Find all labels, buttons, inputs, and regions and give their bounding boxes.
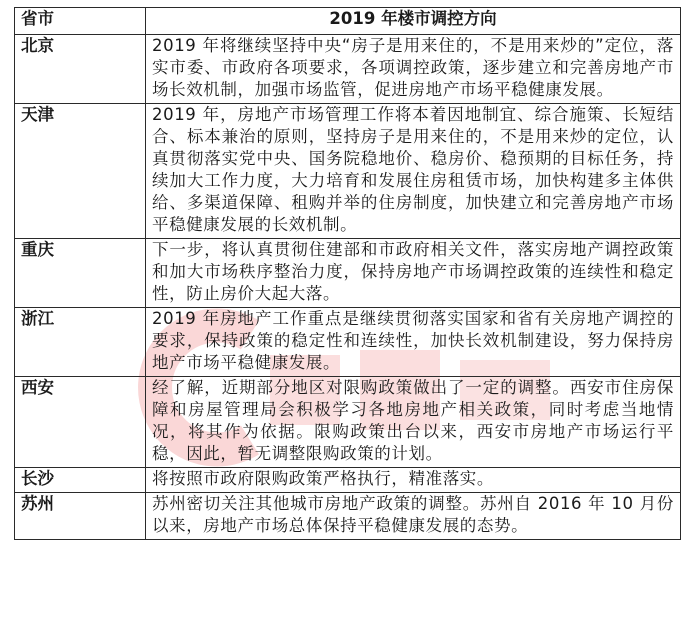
- table-row: [15, 493, 681, 540]
- content-cell: 2019 年，房地产市场管理工作将本着因地制宜、综合施策、长短结合、标本兼治的原则，坚持房子是用来住的，不是用来炒的定位，认真贯彻落实党中央、国务院稳地价、稳房价、稳预期的目标任务，持续加大工作力度，大力培育和发展住房租赁市场，加快构建多主体供给、多渠道保障、租购并举的住房制度，加快建立和完善房地产市场平稳健康发展的长效机制。: [146, 104, 681, 239]
- content-cell: 2019 年房地产工作重点是继续贯彻落实国家和省有关房地产调控的要求，保持政策的稳定性和连续性，加快长效机制建设，努力保持房地产市场平稳健康发展。: [146, 308, 681, 377]
- table-row: [15, 35, 681, 104]
- city-cell: [15, 104, 146, 239]
- table-row: [15, 239, 681, 308]
- table-header-row: [15, 8, 681, 35]
- content-cell: 下一步，将认真贯彻住建部和市政府相关文件，落实房地产调控政策和加大市场秩序整治力度，保持房地产市场调控政策的连续性和稳定性，防止房价大起大落。: [146, 239, 681, 308]
- table-row: [15, 104, 681, 239]
- city-cell: [15, 377, 146, 468]
- table-row: [15, 308, 681, 377]
- city-cell: [15, 35, 146, 104]
- content-cell: 经了解，近期部分地区对限购政策做出了一定的调整。西安市住房保障和房屋管理局会积极学习各地房地产相关政策，同时考虑当地情况，将其作为依据。限购政策出台以来，西安市房地产市场运行平稳，因此，暂无调整限购政策的计划。: [146, 377, 681, 468]
- policy-table: [14, 7, 681, 540]
- city-cell: [15, 468, 146, 493]
- city-name: 长沙: [21, 469, 54, 488]
- city-name: 天津: [21, 105, 54, 124]
- header-province: 省市: [15, 8, 146, 35]
- content-cell: 将按照市政府限购政策严格执行，精准落实。: [146, 468, 681, 493]
- table-row: [15, 377, 681, 468]
- city-cell: [15, 308, 146, 377]
- content-cell: 2019 年将继续坚持中央“房子是用来住的，不是用来炒的”定位，落实市委、市政府各项要求，各项调控政策，逐步建立和完善房地产市场长效机制，加强市场监管，促进房地产市场平稳健康发展。: [146, 35, 681, 104]
- city-name: 浙江: [21, 309, 54, 328]
- content-cell: 苏州密切关注其他城市房地产政策的调整。苏州自 2016 年 10 月份以来，房地产市场总体保持平稳健康发展的态势。: [146, 493, 681, 540]
- city-name: 重庆: [21, 240, 54, 259]
- city-cell: [15, 493, 146, 540]
- city-name: 北京: [21, 36, 54, 55]
- city-cell: [15, 239, 146, 308]
- header-direction: 2019 年楼市调控方向: [146, 8, 681, 35]
- table-row: [15, 468, 681, 493]
- city-name: 苏州: [21, 494, 54, 513]
- city-name: 西安: [21, 378, 54, 397]
